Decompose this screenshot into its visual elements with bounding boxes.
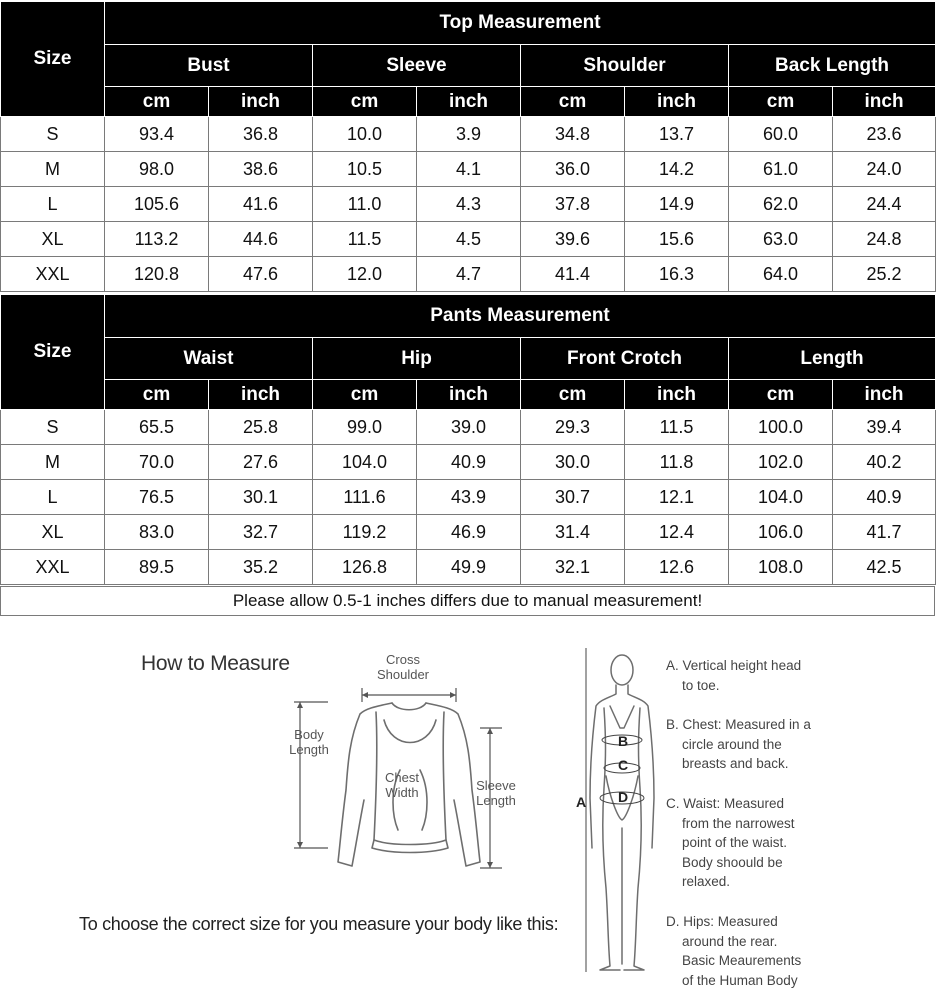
sleeve-length-label-line: Length [468, 793, 524, 808]
measurement-cell: 41.7 [833, 515, 936, 550]
unit-header: inch [209, 380, 313, 410]
unit-header: cm [729, 380, 833, 410]
top-measurement-table [0, 1, 936, 292]
measurement-cell: 102.0 [729, 445, 833, 480]
size-cell: S [1, 410, 105, 445]
column-group-header: Bust [105, 45, 313, 87]
legend-line: from the narrowest [666, 814, 836, 834]
measurement-cell: 40.9 [833, 480, 936, 515]
measurement-cell: 42.5 [833, 550, 936, 585]
measurement-cell: 93.4 [105, 117, 209, 152]
figure-letter-d: D [618, 789, 628, 805]
column-group-header: Waist [105, 338, 313, 380]
chest-width-label [377, 770, 427, 800]
measurement-cell: 12.4 [625, 515, 729, 550]
measurement-cell: 119.2 [313, 515, 417, 550]
measurement-cell: 11.0 [313, 187, 417, 222]
measurement-cell: 64.0 [729, 257, 833, 292]
legend-item-a [666, 656, 836, 695]
unit-header: cm [313, 87, 417, 117]
table-row [1, 550, 936, 585]
measurement-cell: 41.4 [521, 257, 625, 292]
unit-header: cm [313, 380, 417, 410]
measurement-cell: 24.4 [833, 187, 936, 222]
measurement-cell: 60.0 [729, 117, 833, 152]
column-group-header: Length [729, 338, 936, 380]
measurement-cell: 14.2 [625, 152, 729, 187]
figure-letter-c: C [618, 757, 628, 773]
measurement-cell: 4.5 [417, 222, 521, 257]
measurement-cell: 12.1 [625, 480, 729, 515]
column-group-header: Back Length [729, 45, 936, 87]
unit-header: inch [417, 87, 521, 117]
legend-item-c [666, 794, 836, 892]
measurement-cell: 40.2 [833, 445, 936, 480]
measurement-cell: 30.1 [209, 480, 313, 515]
figure-letter-a: A [576, 794, 586, 810]
size-cell: S [1, 117, 105, 152]
measurement-cell: 83.0 [105, 515, 209, 550]
legend-line: Body shoould be [666, 853, 836, 873]
legend-line: circle around the [666, 735, 836, 755]
unit-header: inch [625, 87, 729, 117]
measurement-cell: 25.2 [833, 257, 936, 292]
human-body-figure-icon [580, 648, 665, 978]
measurement-cell: 32.7 [209, 515, 313, 550]
measurement-cell: 11.5 [313, 222, 417, 257]
legend-line: Basic Meaurements [666, 951, 836, 971]
size-cell: XXL [1, 257, 105, 292]
chest-width-label-line: Chest [377, 770, 427, 785]
column-group-header: Sleeve [313, 45, 521, 87]
measurement-cell: 4.7 [417, 257, 521, 292]
column-group-header: Front Crotch [521, 338, 729, 380]
measurement-cell: 38.6 [209, 152, 313, 187]
measurement-cell: 12.6 [625, 550, 729, 585]
measurement-cell: 23.6 [833, 117, 936, 152]
size-cell: L [1, 480, 105, 515]
table-row [1, 515, 936, 550]
legend-line: D. Hips: Measured [666, 912, 836, 932]
size-header: Size [1, 2, 105, 117]
column-group-header: Shoulder [521, 45, 729, 87]
table-row [1, 410, 936, 445]
measurement-cell: 104.0 [729, 480, 833, 515]
measurement-cell: 61.0 [729, 152, 833, 187]
table-row [1, 187, 936, 222]
column-group-header: Hip [313, 338, 521, 380]
size-cell: XL [1, 222, 105, 257]
legend-item-d [666, 912, 836, 990]
measurement-cell: 25.8 [209, 410, 313, 445]
measurement-cell: 32.1 [521, 550, 625, 585]
measurement-cell: 106.0 [729, 515, 833, 550]
how-to-measure-title: How to Measure [141, 652, 290, 676]
legend-line: B. Chest: Measured in a [666, 715, 836, 735]
table-row [1, 257, 936, 292]
unit-header: cm [729, 87, 833, 117]
size-cell: M [1, 445, 105, 480]
measurement-cell: 12.0 [313, 257, 417, 292]
size-cell: XXL [1, 550, 105, 585]
measurement-cell: 3.9 [417, 117, 521, 152]
measurement-cell: 113.2 [105, 222, 209, 257]
measurement-cell: 37.8 [521, 187, 625, 222]
measurement-cell: 10.0 [313, 117, 417, 152]
measurement-cell: 120.8 [105, 257, 209, 292]
measurement-cell: 46.9 [417, 515, 521, 550]
chest-width-label-line: Width [377, 785, 427, 800]
measurement-cell: 11.5 [625, 410, 729, 445]
measurement-cell: 11.8 [625, 445, 729, 480]
body-length-label-line: Body [284, 727, 334, 742]
measurement-cell: 126.8 [313, 550, 417, 585]
legend-line: of the Human Body [666, 971, 836, 990]
measurement-cell: 35.2 [209, 550, 313, 585]
measurement-cell: 34.8 [521, 117, 625, 152]
measurement-cell: 14.9 [625, 187, 729, 222]
table-row [1, 152, 936, 187]
table-row [1, 222, 936, 257]
measurement-cell: 108.0 [729, 550, 833, 585]
measurement-cell: 10.5 [313, 152, 417, 187]
table-row [1, 480, 936, 515]
measurement-cell: 76.5 [105, 480, 209, 515]
measurement-cell: 70.0 [105, 445, 209, 480]
measurement-note: Please allow 0.5-1 inches differs due to manual measurement! [0, 586, 935, 616]
figure-letter-b: B [618, 733, 628, 749]
measurement-cell: 44.6 [209, 222, 313, 257]
unit-header: inch [625, 380, 729, 410]
measurement-cell: 24.8 [833, 222, 936, 257]
table-title: Top Measurement [105, 2, 936, 45]
measurement-cell: 43.9 [417, 480, 521, 515]
measurement-cell: 4.1 [417, 152, 521, 187]
measurement-cell: 24.0 [833, 152, 936, 187]
size-cell: M [1, 152, 105, 187]
measurement-cell: 4.3 [417, 187, 521, 222]
measurement-cell: 36.0 [521, 152, 625, 187]
size-cell: XL [1, 515, 105, 550]
measurement-cell: 36.8 [209, 117, 313, 152]
measurement-cell: 49.9 [417, 550, 521, 585]
measurement-cell: 13.7 [625, 117, 729, 152]
table-row [1, 445, 936, 480]
measurement-cell: 105.6 [105, 187, 209, 222]
legend-line: C. Waist: Measured [666, 794, 836, 814]
measurement-cell: 65.5 [105, 410, 209, 445]
measurement-cell: 62.0 [729, 187, 833, 222]
measurement-cell: 111.6 [313, 480, 417, 515]
size-header: Size [1, 295, 105, 410]
cross-shoulder-label-line: Shoulder [368, 667, 438, 682]
measurement-cell: 39.6 [521, 222, 625, 257]
sleeve-length-label-line: Sleeve [468, 778, 524, 793]
cross-shoulder-label-line: Cross [368, 652, 438, 667]
measurement-cell: 47.6 [209, 257, 313, 292]
unit-header: cm [105, 380, 209, 410]
pants-measurement-table [0, 294, 936, 585]
legend-line: A. Vertical height head [666, 656, 836, 676]
measurement-cell: 98.0 [105, 152, 209, 187]
unit-header: inch [833, 380, 936, 410]
table-title: Pants Measurement [105, 295, 936, 338]
unit-header: inch [209, 87, 313, 117]
measurement-cell: 89.5 [105, 550, 209, 585]
unit-header: cm [105, 87, 209, 117]
measurement-cell: 30.0 [521, 445, 625, 480]
legend-line: around the rear. [666, 932, 836, 952]
legend-line: to toe. [666, 676, 836, 696]
measurement-cell: 31.4 [521, 515, 625, 550]
measurement-cell: 30.7 [521, 480, 625, 515]
measurement-cell: 40.9 [417, 445, 521, 480]
unit-header: cm [521, 87, 625, 117]
choose-size-instruction: To choose the correct size for you measure your body like this: [79, 914, 558, 935]
measurement-cell: 104.0 [313, 445, 417, 480]
cross-shoulder-label [368, 652, 438, 682]
measurement-cell: 39.4 [833, 410, 936, 445]
measurement-cell: 29.3 [521, 410, 625, 445]
measurement-cell: 99.0 [313, 410, 417, 445]
size-cell: L [1, 187, 105, 222]
legend-item-b [666, 715, 836, 774]
legend-line: point of the waist. [666, 833, 836, 853]
table-row [1, 117, 936, 152]
measurement-cell: 15.6 [625, 222, 729, 257]
sleeve-length-label [468, 778, 524, 808]
unit-header: inch [833, 87, 936, 117]
measurement-cell: 63.0 [729, 222, 833, 257]
body-length-label [284, 727, 334, 757]
legend-line: relaxed. [666, 872, 836, 892]
measurement-cell: 39.0 [417, 410, 521, 445]
legend-line: breasts and back. [666, 754, 836, 774]
unit-header: cm [521, 380, 625, 410]
measurement-cell: 41.6 [209, 187, 313, 222]
body-length-label-line: Length [284, 742, 334, 757]
measurement-cell: 27.6 [209, 445, 313, 480]
unit-header: inch [417, 380, 521, 410]
measurement-cell: 100.0 [729, 410, 833, 445]
measurement-cell: 16.3 [625, 257, 729, 292]
